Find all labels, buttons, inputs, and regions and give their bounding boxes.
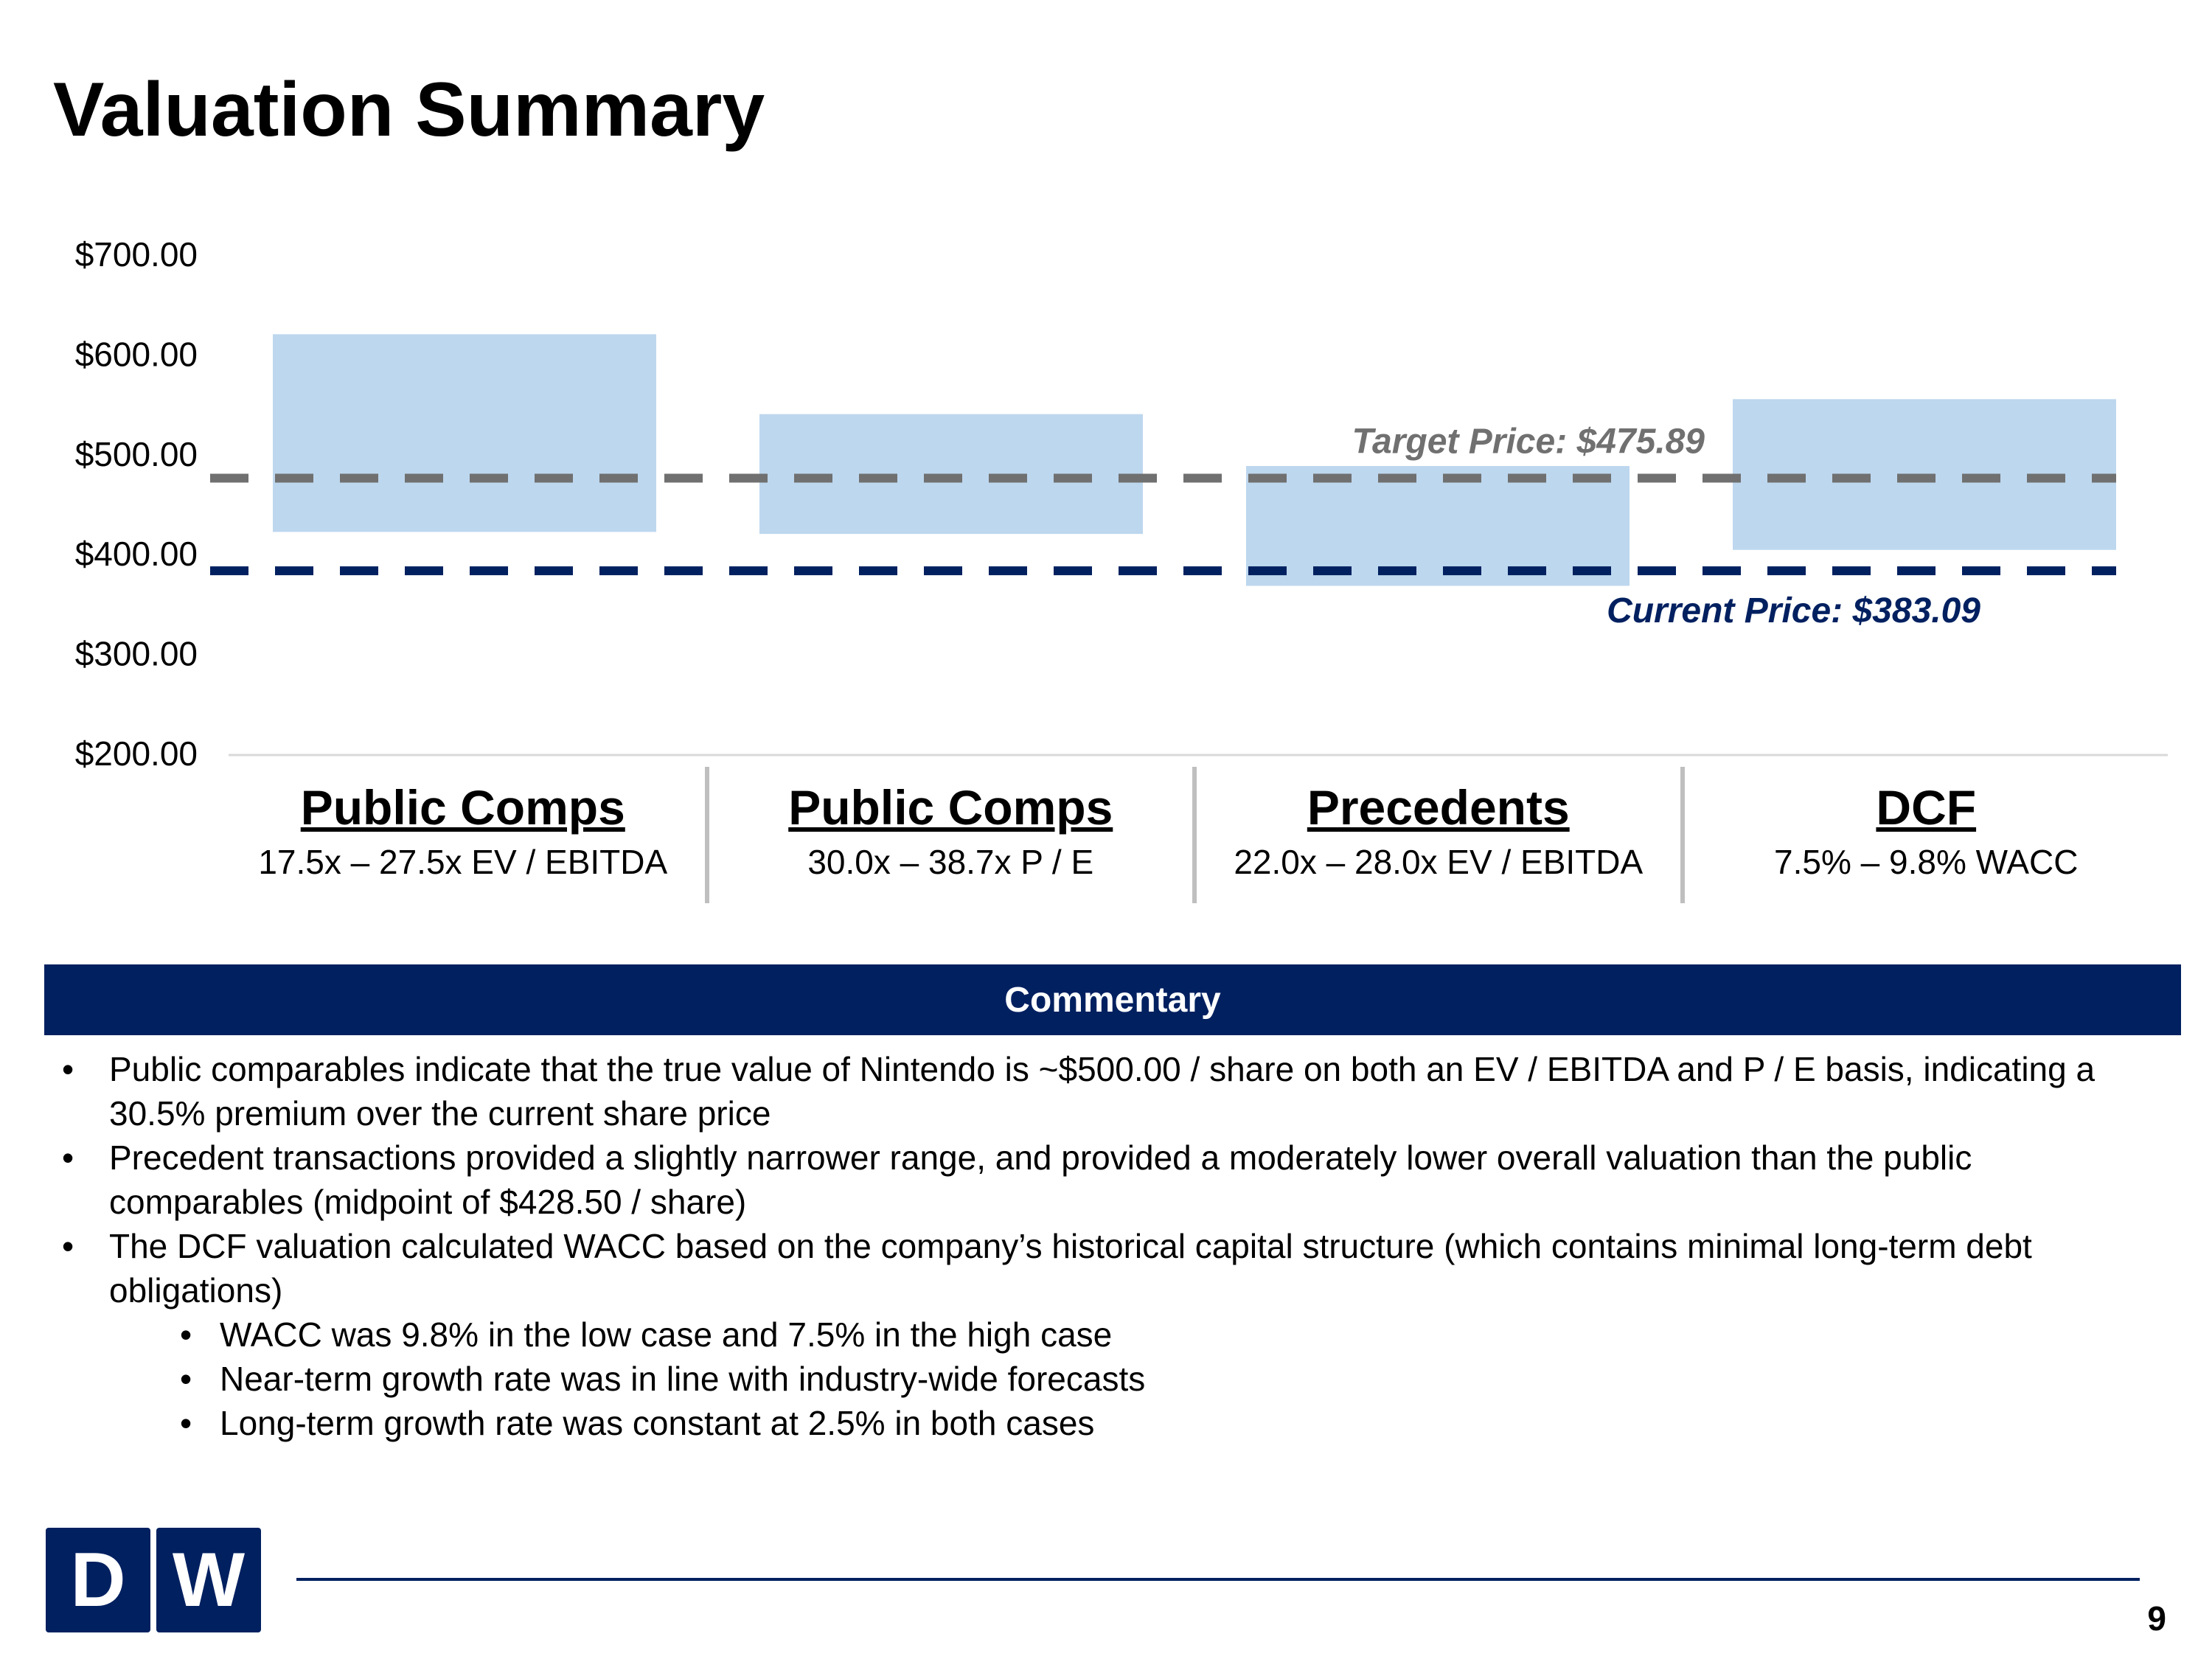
- range-bars: [273, 334, 2116, 585]
- category-subtitle: 22.0x – 28.0x EV / EBITDA: [1234, 842, 1644, 881]
- y-axis-ticks: [75, 235, 198, 773]
- commentary-sub-bullet: • WACC was 9.8% in the low case and 7.5% in the high case: [53, 1312, 2162, 1357]
- y-tick-label: $300.00: [74, 634, 198, 673]
- category-precedents: [1197, 767, 1685, 903]
- y-tick-label: $600.00: [74, 335, 198, 374]
- y-tick-label: $200.00: [74, 734, 198, 773]
- category-labels: [221, 767, 2168, 903]
- category-public-comps-pe: [709, 767, 1197, 903]
- commentary-header: Commentary: [44, 964, 2181, 1035]
- page-title: Valuation Summary: [53, 67, 765, 153]
- category-public-comps-ev: [221, 767, 709, 903]
- y-tick-label: $400.00: [74, 535, 198, 574]
- target-price-label: Target Price: $475.89: [1352, 422, 1705, 462]
- page-number: 9: [2147, 1599, 2166, 1638]
- company-logo: [46, 1528, 261, 1632]
- commentary-bullet: • Precedent transactions provided a slightly narrower range, and provided a moderately lower overall valuation than the public comparables (midpoint of $428.50 / share): [53, 1135, 2162, 1224]
- category-title: Public Comps: [788, 780, 1113, 835]
- commentary-bullet: • Public comparables indicate that the true value of Nintendo is ~$500.00 / share on both an EV / EBITDA and P / E basis, indicating a 30.5% premium over the current share price: [53, 1047, 2162, 1135]
- category-subtitle: 30.0x – 38.7x P / E: [807, 842, 1094, 881]
- commentary-sub-bullet: • Long-term growth rate was constant at 2.5% in both cases: [53, 1401, 2162, 1445]
- valuation-chart: [0, 221, 2212, 796]
- y-tick-label: $500.00: [74, 434, 198, 473]
- range-bar: [273, 334, 656, 532]
- footer-divider: [296, 1578, 2140, 1581]
- category-title: DCF: [1876, 780, 1977, 835]
- category-subtitle: 7.5% – 9.8% WACC: [1774, 842, 2079, 881]
- category-title: Precedents: [1307, 780, 1570, 835]
- commentary-body: [53, 1047, 2162, 1445]
- category-title: Public Comps: [300, 780, 625, 835]
- category-dcf: [1685, 767, 2168, 903]
- y-tick-label: $700.00: [74, 235, 198, 274]
- category-subtitle: 17.5x – 27.5x EV / EBITDA: [258, 842, 668, 881]
- commentary-sub-bullet: • Near-term growth rate was in line with industry-wide forecasts: [53, 1357, 2162, 1401]
- range-bar: [1246, 466, 1630, 585]
- commentary-bullet: • The DCF valuation calculated WACC based on the company’s historical capital structure (which contains minimal long-term debt obligations): [53, 1224, 2162, 1312]
- commentary-list: [53, 1047, 2162, 1445]
- current-price-label: Current Price: $383.09: [1607, 591, 1980, 631]
- logo-letter-w: W: [156, 1528, 261, 1632]
- logo-letter-d: D: [46, 1528, 150, 1632]
